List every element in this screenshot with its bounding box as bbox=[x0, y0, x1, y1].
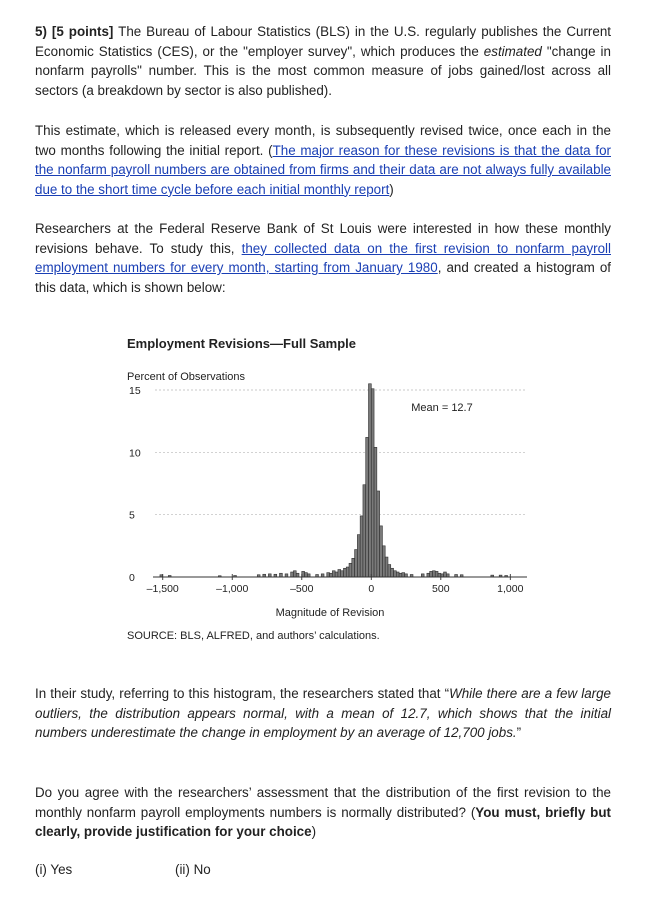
intro-text-b: "change in nonfarm payrolls" number. This is the most common measure of jobs gained/lost across all sectors (a breakdown by sector is also published). bbox=[35, 43, 611, 98]
employment-revisions-histogram bbox=[115, 330, 535, 650]
histogram-bar bbox=[343, 568, 346, 577]
x-tick-label: 0 bbox=[368, 583, 375, 595]
prompt-bold-instruction: You must, briefly but clearly, provide justification for your choice bbox=[35, 804, 611, 839]
histogram-bar bbox=[402, 573, 405, 577]
statement-text-a: In their study, referring to this histogram, the researchers stated that “ bbox=[35, 686, 450, 701]
y-tick-label: 15 bbox=[129, 385, 141, 397]
histogram-bar bbox=[382, 546, 385, 577]
histogram-bar bbox=[391, 568, 394, 577]
histogram-bar bbox=[338, 570, 341, 577]
histogram-bar bbox=[307, 574, 310, 577]
choice-yes[interactable]: (i) Yes bbox=[35, 862, 73, 877]
histogram-bar bbox=[357, 535, 360, 577]
histogram-bar bbox=[360, 516, 363, 577]
histogram-bar bbox=[432, 571, 435, 577]
histogram-bar bbox=[327, 573, 330, 577]
x-tick-label: –1,500 bbox=[146, 583, 179, 595]
question-intro-paragraph bbox=[35, 22, 611, 100]
question-number: 5) bbox=[35, 24, 52, 39]
choice-no[interactable]: (ii) No bbox=[175, 862, 211, 877]
histogram-bar bbox=[380, 526, 383, 577]
histogram-bar bbox=[446, 574, 449, 577]
histogram-bar bbox=[369, 384, 372, 577]
mean-annotation: Mean = 12.7 bbox=[411, 402, 473, 414]
revisions-paragraph bbox=[35, 121, 611, 199]
histogram-bar bbox=[280, 573, 283, 577]
prompt-text-b: ) bbox=[311, 824, 317, 839]
histogram-bar bbox=[349, 563, 352, 577]
question-prompt-paragraph bbox=[35, 783, 611, 842]
researchers-paragraph bbox=[35, 219, 611, 297]
histogram-bar bbox=[444, 572, 447, 577]
histogram-bar bbox=[352, 558, 355, 577]
y-tick-label: 10 bbox=[129, 447, 141, 460]
histogram-bar bbox=[363, 485, 366, 577]
x-tick-label: –500 bbox=[290, 583, 314, 595]
statement-text-b: ” bbox=[516, 725, 522, 740]
prompt-text-a: Do you agree with the researchers’ assessment that the distribution of the first revision to the monthly nonfarm payroll employments numbers is normally distributed? ( bbox=[35, 785, 611, 820]
histogram-bar bbox=[399, 573, 402, 577]
histogram-bar bbox=[427, 573, 430, 577]
histogram-bar bbox=[321, 574, 324, 577]
intro-italic-word: estimated bbox=[483, 43, 542, 59]
histogram-bar bbox=[330, 573, 333, 577]
histogram-bar bbox=[285, 574, 288, 577]
histogram-bar bbox=[296, 573, 299, 577]
revisions-text-b: ) bbox=[389, 181, 394, 197]
histogram-bar bbox=[374, 447, 377, 577]
histogram-bar bbox=[371, 389, 374, 577]
y-tick-label: 5 bbox=[129, 509, 135, 522]
histogram-bar bbox=[332, 571, 335, 577]
chart-title: Employment Revisions—Full Sample bbox=[127, 336, 356, 351]
x-axis-label: Magnitude of Revision bbox=[275, 607, 385, 619]
histogram-bar bbox=[305, 573, 308, 577]
histogram-bar bbox=[366, 437, 369, 577]
histogram-bar bbox=[385, 557, 388, 577]
histogram-bar bbox=[341, 571, 344, 577]
data-collection-link[interactable]: they collected data on the first revision to nonfarm payroll employment numbers for every month, starting from January 1980 bbox=[35, 240, 611, 275]
histogram-bar bbox=[421, 574, 424, 577]
histogram-bar bbox=[335, 572, 338, 577]
histogram-bar bbox=[430, 571, 433, 577]
intro-text-a: The Bureau of Labour Statistics (BLS) in the U.S. regularly publishes the Current Economic Statistics (CES), or the "employer survey", which produces the bbox=[35, 24, 611, 59]
histogram-bar bbox=[355, 550, 358, 577]
revisions-text-a: This estimate, which is released every month, is subsequently revised twice, once each in the two months following the initial report. ( bbox=[35, 123, 611, 158]
researchers-quote: While there are a few large outliers, the distribution appears normal, with a mean of 12.7, which shows that the initial numbers underestimate the change in employment by an average of 12,700 jobs. bbox=[35, 686, 611, 740]
x-tick-label: 500 bbox=[432, 583, 450, 595]
x-tick-label: –1,000 bbox=[216, 583, 249, 595]
histogram-bar bbox=[346, 567, 349, 577]
histogram-bar bbox=[435, 571, 438, 577]
histogram-bar bbox=[377, 491, 380, 577]
histogram-bar bbox=[293, 571, 296, 577]
histogram-bar bbox=[268, 574, 271, 577]
y-tick-label: 0 bbox=[129, 572, 135, 584]
study-statement-paragraph bbox=[35, 684, 611, 743]
y-axis-label: Percent of Observations bbox=[127, 371, 246, 383]
histogram-bar bbox=[388, 565, 391, 577]
histogram-bar bbox=[405, 574, 408, 577]
question-points: [5 points] bbox=[51, 24, 114, 39]
revisions-reason-link[interactable]: The major reason for these revisions is that the data for the nonfarm payroll numbers are obtained from firms and their data are not always fully available due to the short time cycle before each initial monthly report bbox=[35, 142, 611, 197]
researchers-text-a: Researchers at the Federal Reserve Bank of St Louis were interested in how these monthly revisions behave. To study this, bbox=[35, 221, 611, 256]
histogram-bar bbox=[394, 571, 397, 577]
researchers-text-b: , and created a histogram of this data, which is shown below: bbox=[35, 260, 611, 295]
y-axis-ticks bbox=[129, 385, 141, 584]
histogram-bar bbox=[396, 572, 399, 577]
x-tick-label: 1,000 bbox=[497, 583, 524, 595]
histogram-bar bbox=[291, 572, 294, 577]
chart-source: SOURCE: BLS, ALFRED, and authors’ calculations. bbox=[127, 630, 380, 642]
